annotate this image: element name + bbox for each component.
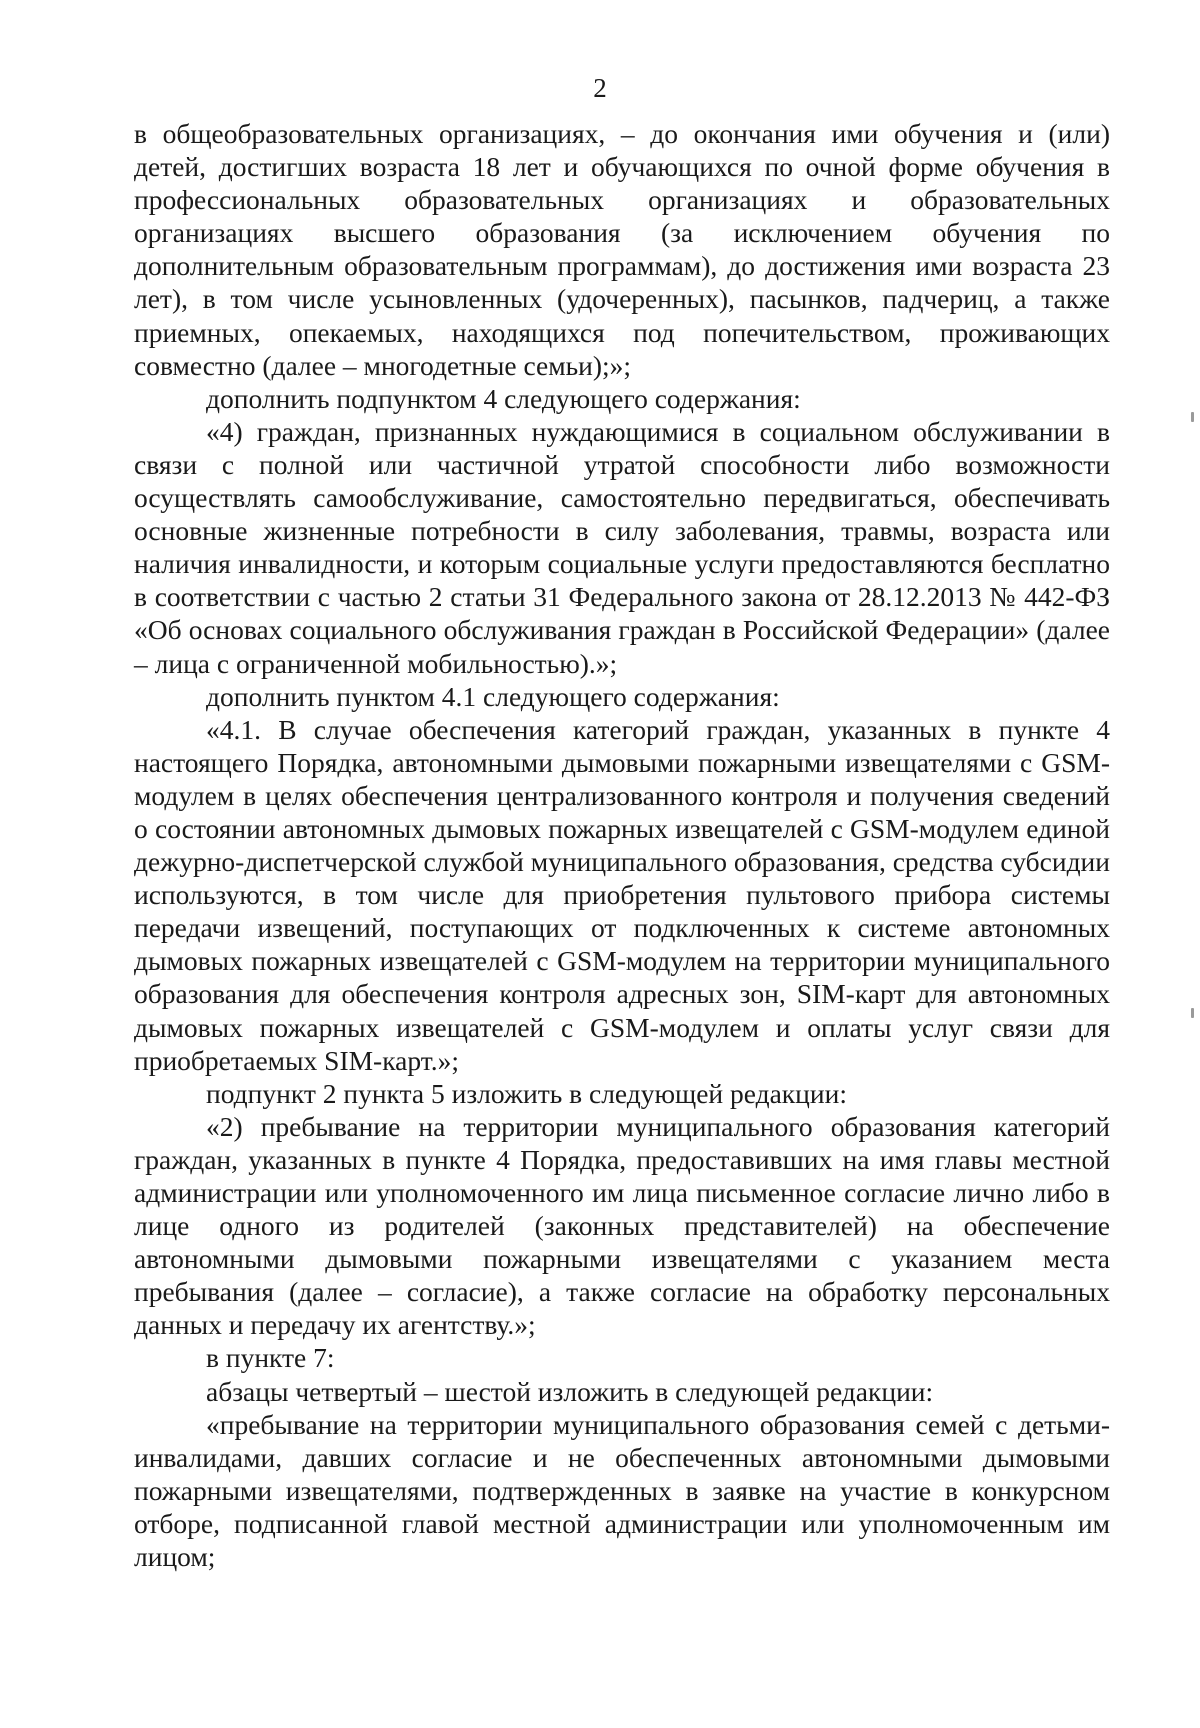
scan-edge-mark [1191, 1008, 1194, 1018]
paragraph-6: подпункт 2 пункта 5 изложить в следующей редакции: [206, 1077, 847, 1109]
paragraph-1: в общеобразовательных организациях, – до окончания ими обучения и (или) детей, достигших возраста 18 лет и обучающихся по очной форме обучения в профессиональных образовательных организациях и образовательных организациях высшего образования (за исключением обучения по дополнительным образовательным программам), до достижения ими возраста 23 лет), в том числе усыновленных (удочеренных), пасынков, падчериц, а также приемных, опекаемых, находящихся под попечительством, проживающих совместно (далее – многодетные семьи);»; [134, 118, 1110, 381]
paragraph-9: абзацы четвертый – шестой изложить в следующей редакции: [206, 1375, 934, 1407]
paragraph-4: дополнить пунктом 4.1 следующего содержания: [206, 680, 780, 712]
document-body [134, 117, 1110, 1573]
paragraph-10: «пребывание на территории муниципального образования семей с детьми-инвалидами, давших согласие и не обеспеченных автономными дымовыми пожарными извещателями, подтвержденных в заявке на участие в конкурсном отборе, подписанной главой местной администрации или уполномоченным им лицом; [134, 1408, 1110, 1573]
paragraph-7: «2) пребывание на территории муниципального образования категорий граждан, указанных в пункте 4 Порядка, предоставивших на имя главы местной администрации или уполномоченного им лица письменное согласие лично либо в лице одного из родителей (законных представителей) на обеспечение автономными дымовыми пожарными извещателями с указанием места пребывания (далее – согласие), а также согласие на обработку персональных данных и передачу их агентству.»; [134, 1110, 1110, 1341]
paragraph-8: в пункте 7: [206, 1342, 335, 1374]
paragraph-2: дополнить подпунктом 4 следующего содержания: [206, 382, 801, 414]
page-number: 2 [593, 73, 607, 103]
paragraph-5: «4.1. В случае обеспечения категорий граждан, указанных в пункте 4 настоящего Порядка, автономными дымовыми пожарными извещателями с GSM-модулем в целях обеспечения централизованного контроля и получения сведений о состоянии автономных дымовых пожарных извещателей с GSM-модулем единой дежурно-диспетчерской службой муниципального образования, средства субсидии используются, в том числе для приобретения пультового прибора системы передачи извещений, поступающих от подключенных к системе автономных дымовых пожарных извещателей с GSM-модулем на территории муниципального образования для обеспечения контроля адресных зон, SIM-карт для автономных дымовых пожарных извещателей с GSM-модулем и оплаты услуг связи для приобретаемых SIM-карт.»; [134, 713, 1110, 1076]
paragraph-3: «4) граждан, признанных нуждающимися в социальном обслуживании в связи с полной или частичной утратой способности либо возможности осуществлять самообслуживание, самостоятельно передвигаться, обеспечивать основные жизненные потребности в силу заболевания, травмы, возраста или наличия инвалидности, и которым социальные услуги предоставляются бесплатно в соответствии с частью 2 статьи 31 Федерального закона от 28.12.2013 № 442-ФЗ «Об основах социального обслуживания граждан в Российской Федерации» (далее – лица с ограниченной мобильностью).»; [134, 415, 1110, 679]
scan-edge-mark [1191, 412, 1194, 422]
